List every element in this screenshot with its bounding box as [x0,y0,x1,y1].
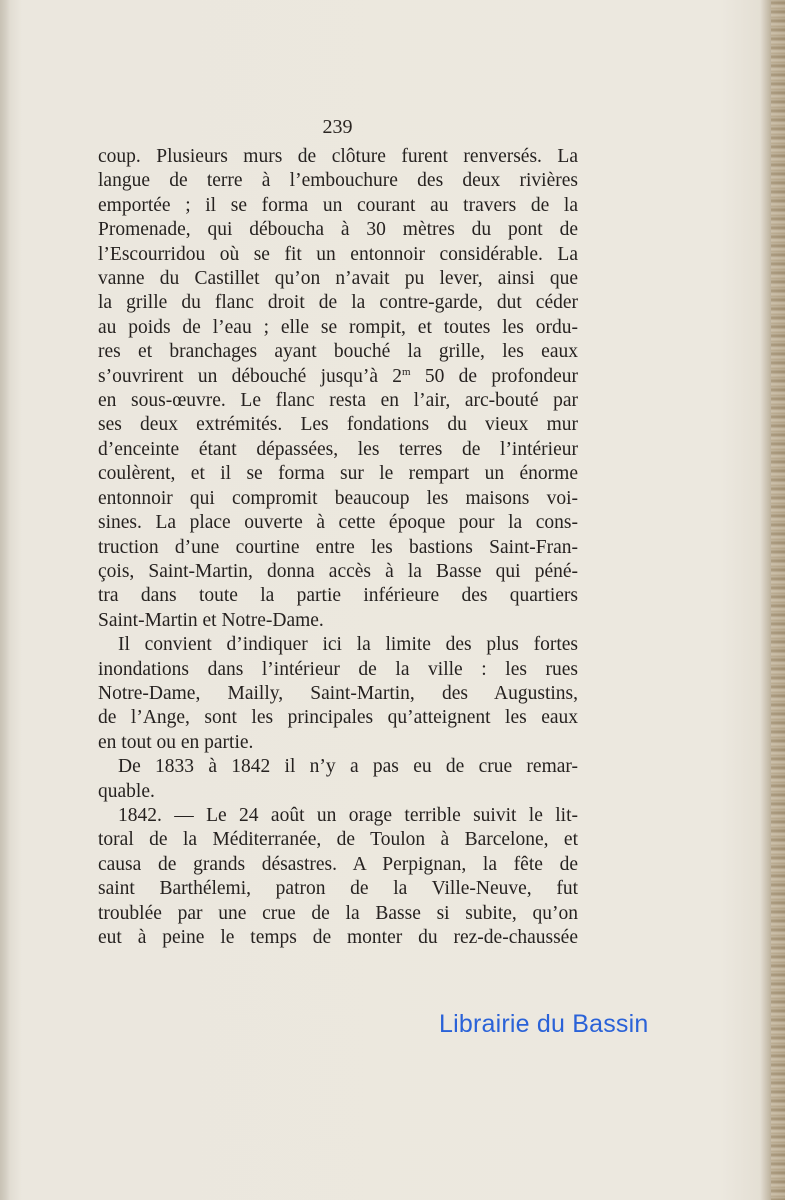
text-line: vanne du Castillet qu’on n’avait pu lever, ainsi que [98,268,578,290]
text-line: entonnoir qui compromit beaucoup les maisons voi- [98,487,578,509]
text-line: coulèrent, et il se forma sur le rempart un énorme [98,463,578,485]
text-line: inondations dans l’intérieur de la ville : les rues [98,658,578,680]
body-text [98,145,578,950]
text-line: eut à peine le temps de monter du rez-de-chaussée [98,927,578,948]
text-line: quable. [98,780,155,802]
text-line: emportée ; il se forma un courant au travers de la [98,194,578,216]
text-line: coup. Plusieurs murs de clôture furent renversés. La [98,146,578,167]
text-line [98,365,578,389]
text-line: Saint-Martin et Notre-Dame. [98,609,324,631]
text-line: au poids de l’eau ; elle se rompit, et toutes les ordu- [98,316,578,338]
text-line: res et branchages ayant bouché la grille, les eaux [98,341,578,363]
superscript-unit: m [402,365,411,378]
text-line: saint Barthélemi, patron de la Ville-Neuve, fut [98,878,578,900]
text-line: truction d’une courtine entre les bastions Saint-Fran- [98,536,578,558]
text-line: çois, Saint-Martin, donna accès à la Basse qui péné- [98,560,578,582]
page-left-shadow [0,0,10,1200]
text-line: sines. La place ouverte à cette époque pour la cons- [98,512,578,534]
text-line: Il convient d’indiquer ici la limite des plus fortes [118,634,578,656]
text-line-part: 50 de profondeur [410,365,578,387]
text-line: 1842. — Le 24 août un orage terrible suivit le lit- [118,804,578,826]
text-line: causa de grands désastres. A Perpignan, la fête de [98,853,578,875]
text-line: tra dans toute la partie inférieure des quartiers [98,585,578,607]
text-line: De 1833 à 1842 il n’y a pas eu de crue remar- [118,756,578,778]
text-line-part: s’ouvrirent un débouché jusqu’à 2 [98,365,403,387]
text-line: Promenade, qui déboucha à 30 mètres du pont de [98,219,578,241]
text-line: toral de la Méditerranée, de Toulon à Barcelone, et [98,829,578,851]
text-line: troublée par une crue de la Basse si subite, qu’on [98,902,578,924]
seller-watermark: Librairie du Bassin [439,1010,649,1038]
text-line: ses deux extrémités. Les fondations du vieux mur [98,414,578,436]
text-line: en tout ou en partie. [98,731,254,753]
text-line: l’Escourridou où se fit un entonnoir considérable. La [98,243,578,265]
text-line: Notre-Dame, Mailly, Saint-Martin, des Augustins, [98,682,578,704]
text-line: de l’Ange, sont les principales qu’atteignent les eaux [98,707,578,729]
page-right-edge [771,0,785,1200]
text-line: langue de terre à l’embouchure des deux rivières [98,170,578,192]
text-line: d’enceinte étant dépassées, les terres de l’intérieur [98,438,578,460]
text-line: la grille du flanc droit de la contre-garde, dut céder [98,292,578,314]
text-line: en sous-œuvre. Le flanc resta en l’air, arc-bouté par [98,390,578,412]
page-number: 239 [322,116,353,138]
